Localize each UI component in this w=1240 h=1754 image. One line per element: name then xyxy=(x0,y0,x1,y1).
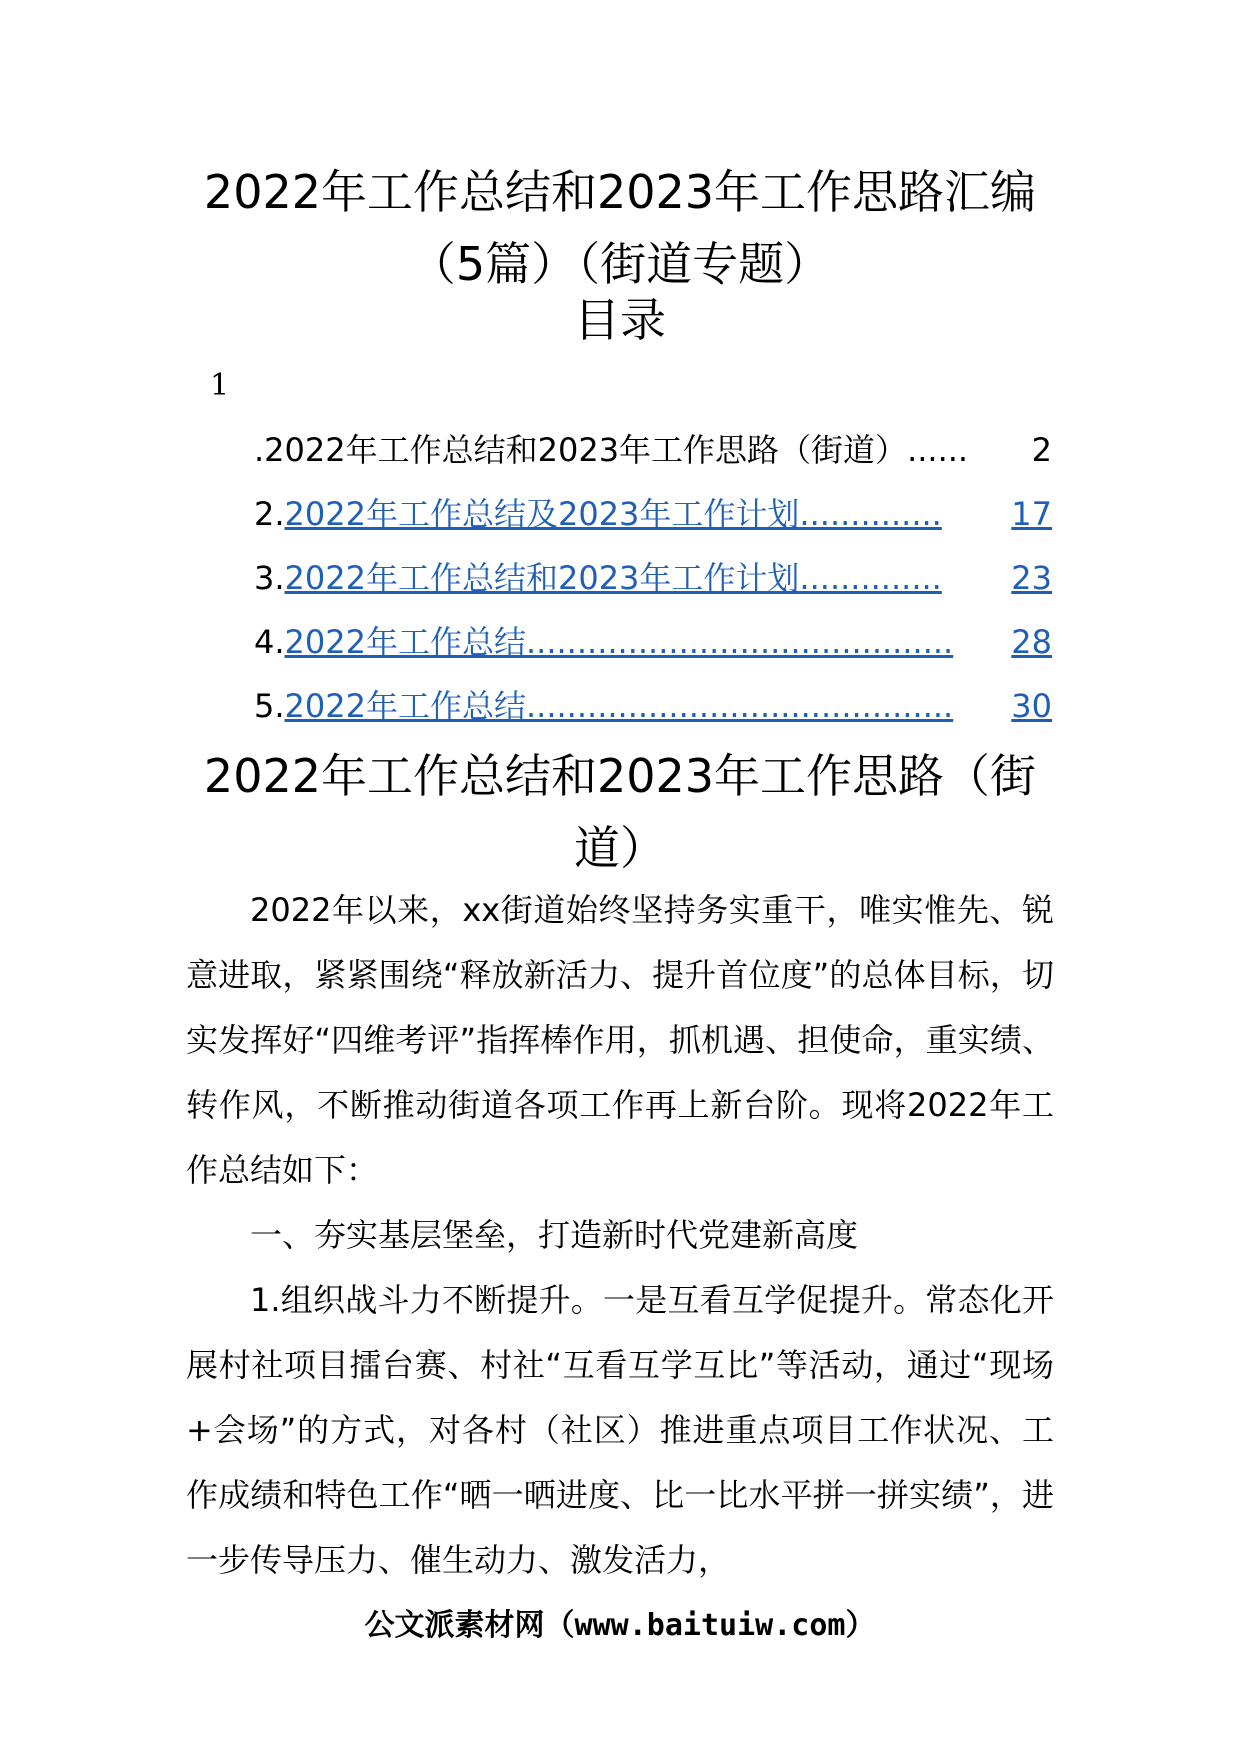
toc-entry-leader: ...... xyxy=(907,431,969,469)
toc-entry-number: 5. xyxy=(254,687,285,725)
toc-entry-page: 2 xyxy=(1031,431,1052,469)
toc-entry-number: 3. xyxy=(254,559,285,597)
toc-heading: 目录 xyxy=(574,293,666,347)
paragraph-point-1: 1.组织战斗力不断提升。一是互看互学促提升。常态化开展村社项目擂台赛、村社“互看互学互比”等活动，通过“现场+会场”的方式，对各村（社区）推进重点项目工作状况、工作成绩和特色工作“晒一晒进度、比一比水平拼一拼实绩”，进一步传导压力、催生动力、激发活力， xyxy=(186,1281,1054,1579)
section-title-line-2: 道） xyxy=(574,821,666,875)
section-heading: 一、夯实基层堡垒，打造新时代党建新高度 xyxy=(250,1216,859,1254)
toc-entry-link[interactable]: 2022年工作总结 xyxy=(284,687,526,725)
toc-entry-leader[interactable]: .............. xyxy=(799,559,942,597)
paragraph-intro: 2022年以来，xx街道始终坚持务实重干，唯实惟先、锐意进取，紧紧围绕“释放新活力、提升首位度”的总体目标，切实发挥好“四维考评”指挥棒作用，抓机遇、担使命，重实绩、转作风，不断推动街道各项工作再上新台阶。现将2022年工作总结如下： xyxy=(186,891,1054,1189)
footer-watermark: 公文派素材网（www.baituiw.com） xyxy=(364,1608,876,1643)
toc-entry-leader[interactable]: .......................................... xyxy=(525,687,954,725)
toc-entry-text: .2022年工作总结和2023年工作思路（街道） xyxy=(254,431,908,469)
toc-entry-1[interactable] xyxy=(254,428,1052,472)
toc-entry-4[interactable] xyxy=(254,620,1052,664)
toc-entry-page[interactable]: 28 xyxy=(1011,623,1052,661)
toc-first-number: 1 xyxy=(210,368,230,403)
toc-entry-5[interactable] xyxy=(254,684,1052,728)
toc-entry-link[interactable]: 2022年工作总结和2023年工作计划 xyxy=(284,559,800,597)
title-line-1: 2022年工作总结和2023年工作思路汇编 xyxy=(203,165,1037,219)
toc-entry-leader[interactable]: .............. xyxy=(799,495,942,533)
title-line-2: （5篇）（街道专题） xyxy=(409,237,831,291)
toc-entry-number: 2. xyxy=(254,495,285,533)
body-text xyxy=(186,878,1054,1593)
document-title xyxy=(150,156,1090,300)
toc-entry-page[interactable]: 17 xyxy=(1011,495,1052,533)
section-title xyxy=(150,740,1090,884)
toc-entry-page[interactable]: 23 xyxy=(1011,559,1052,597)
section-title-line-1: 2022年工作总结和2023年工作思路（街 xyxy=(203,749,1037,803)
toc-entry-link[interactable]: 2022年工作总结 xyxy=(284,623,526,661)
toc-entry-2[interactable] xyxy=(254,492,1052,536)
toc-entry-number: 4. xyxy=(254,623,285,661)
toc-entry-3[interactable] xyxy=(254,556,1052,600)
toc-entry-page[interactable]: 30 xyxy=(1011,687,1052,725)
toc-entry-leader[interactable]: .......................................... xyxy=(525,623,954,661)
toc-entry-link[interactable]: 2022年工作总结及2023年工作计划 xyxy=(284,495,800,533)
